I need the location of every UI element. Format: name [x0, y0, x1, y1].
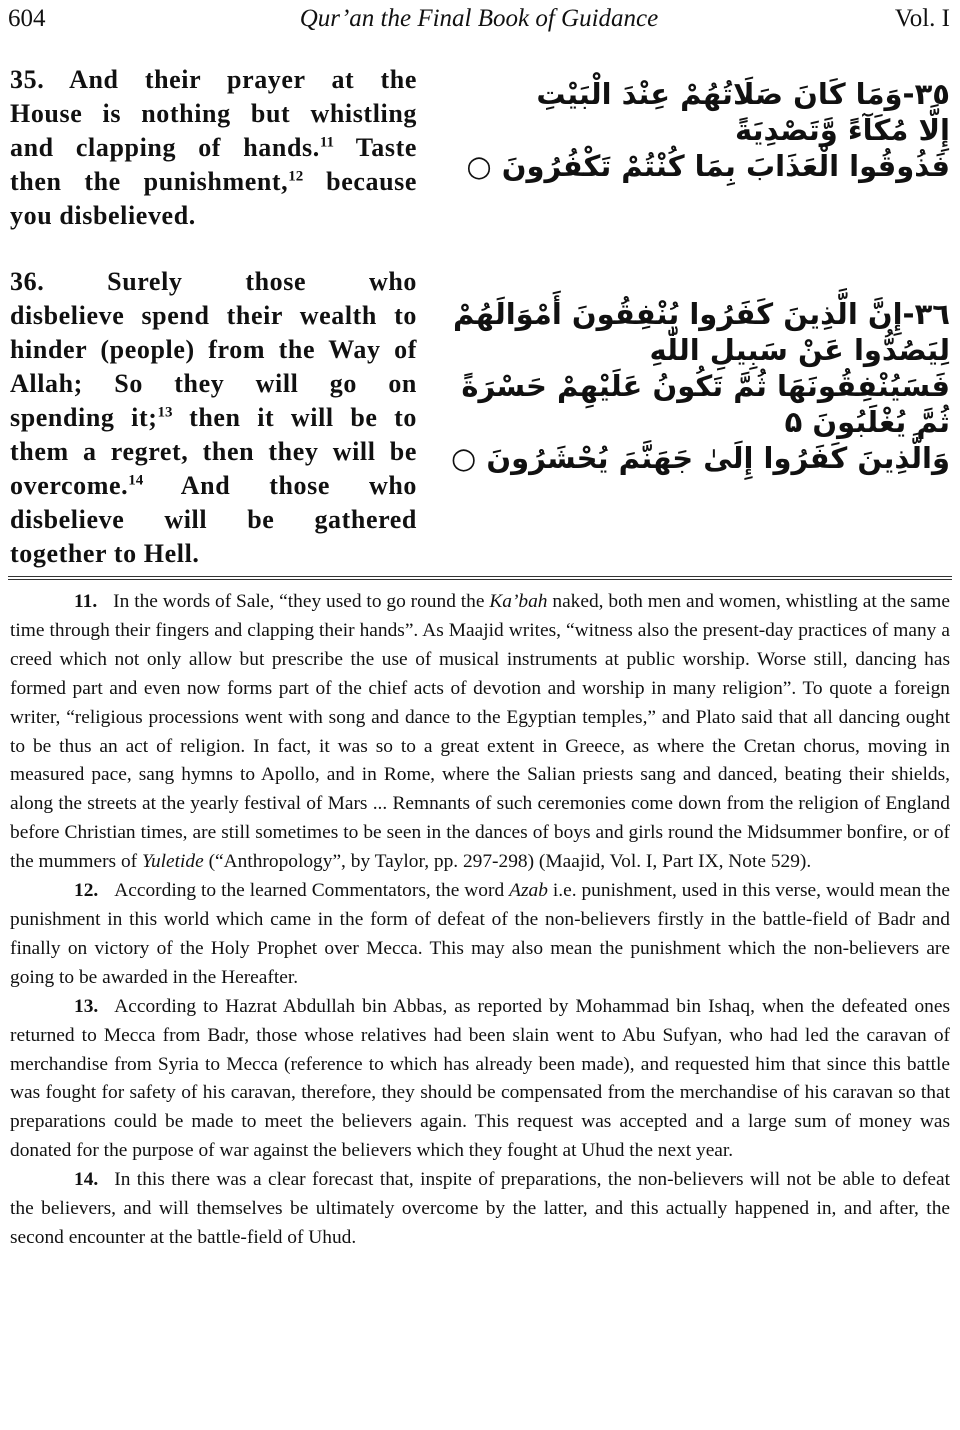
footnote-number: 13.: [74, 995, 99, 1017]
verse-35-translation: [10, 63, 417, 233]
verse-line: you disbelieved.: [10, 201, 196, 230]
footnote-12: 12. According to the learned Commentators, the word Azab i.e. punishment, used in this verse, would mean the punishment in this world which came in the form of defeat of the non-believers firstly in the battle-field of Badr and finally on victory of the Holy Prophet over Mecca. This may also mean the punishment which the non-believers are going to be awarded in the Hereafter.: [10, 880, 950, 988]
footnote-number: 11.: [74, 591, 98, 612]
footnote-14: 14. In this there was a clear forecast that, inspite of preparations, the non-believers will not be able to defeat the believers, and will themselves be ultimately overcome by the latter, and this actually happened in, and after, the second encounter at the battle-field of Uhud.: [10, 1169, 950, 1248]
arabic-line: إِلَّا مُكَآءً وَّتَصْدِيَةً: [735, 113, 950, 147]
footnote-number: 12.: [74, 880, 99, 902]
running-title: Qur’an the Final Book of Guidance: [299, 5, 659, 32]
verse-36-translation: [10, 265, 417, 571]
verse-line: 36. Surely those who: [10, 267, 417, 296]
footnote-11: 11. In the words of Sale, “they used to go round the Ka’bah naked, both men and women, whistling at the same time through their fingers and clapping their hands”. As Maajid writes, “witness also the present-day practices of many a creed which not only allow but prescribe the use of musical instruments at public worship. Worse still, dancing has formed part and even now forms part of the chief acts of devotion and worship in many religion”. To quote a foreign writer, “religious processions went with song and dance to the Egyptian temples,” and Plato said that all dancing ought to be thus an act of religion. In fact, it was so to a great extent in Greece, as where the Cretan chorus, moving in measured pace, sang hymns to Apollo, and in Rome, where the Salian priests sang and danced, beating their shields, along the streets at the yearly festival of Mars ... Remnants of such ceremonies come down from the religion of England before Christian times, are still sometimes to be seen in the dances of boys and girls round the Midsummer bonfire, or of the mummers of Yuletide (“Anthropology”, by Taylor, pp. 297-298) (Maajid, Vol. I, Part IX, Note 529).: [10, 591, 950, 873]
arabic-line: ٣٥-وَمَا كَانَ صَلَاتُهُمْ عِنْدَ الْبَيْتِ: [536, 77, 950, 111]
footnote-divider: [8, 579, 952, 580]
volume-label: Vol. I: [894, 5, 950, 32]
verse-line: overcome.$^{14}$ And those who: [10, 471, 417, 500]
arabic-line: ٣٦-إِنَّ الَّذِينَ كَفَرُوا يُنْفِقُونَ أَمْوَالَهُمْ: [452, 297, 950, 331]
verse-line: spending it;$^{13}$ then it will be to: [10, 403, 417, 432]
verse-line: and clapping of hands.$^{11}$ Taste: [10, 133, 417, 162]
footnote-ref-11: 11: [319, 134, 335, 151]
verse-line: hinder (people) from the Way of: [10, 335, 417, 364]
page-header: [8, 2, 950, 38]
arabic-line: ثُمَّ يُغْلَبُونَ ۵: [784, 405, 950, 439]
footnotes: [10, 588, 950, 1253]
verse-line: together to Hell.: [10, 539, 200, 568]
footnote-ref-12: 12: [288, 168, 304, 185]
arabic-line: فَسَيُنْفِقُونَهَا ثُمَّ تَكُونُ عَلَيْهِمْ حَسْرَةً: [461, 369, 950, 403]
verse-line: House is nothing but whistling: [10, 99, 417, 128]
footnote-divider: [8, 576, 952, 577]
footnote-ref-13: 13: [157, 404, 173, 421]
footnote-ref-14: 14: [128, 472, 144, 489]
arabic-line: فَذُوقُوا الْعَذَابَ بِمَا كُنْتُمْ تَكْفُرُونَ ○: [466, 149, 950, 183]
arabic-line: وَالَّذِينَ كَفَرُوا إِلَىٰ جَهَنَّمَ يُحْشَرُونَ ○: [450, 441, 950, 475]
verse-line: then the punishment,$^{12}$ because: [10, 167, 417, 196]
verse-line: disbelieve will be gathered: [10, 505, 417, 534]
verse-line: Allah; So they will go on: [10, 369, 417, 398]
arabic-line: لِيَصُدُّوا عَنْ سَبِيلِ اللّٰهِ: [649, 333, 950, 367]
verse-35-arabic: [466, 76, 950, 184]
verse-line: them a regret, then they will be: [10, 437, 417, 466]
footnote-number: 14.: [74, 1169, 99, 1191]
footnote-13: 13. According to Hazrat Abdullah bin Abbas, as reported by Mohammad bin Ishaq, when the defeated ones returned to Mecca from Badr, those whose relatives had been slain went to Abu Sufyan, who had led the caravan of merchandise from Syria to Mecca (reference to which has already been made), and requested him that since this battle was fought for safety of his caravan, therefore, they should be compensated from the merchandise of his caravan so that preparations could be made to meet the believers again. This request was accepted and a large sum of money was donated for the purpose of war against the believers which they fought at Uhud the next year.: [10, 995, 950, 1162]
verse-line: disbelieve spend their wealth to: [10, 301, 417, 330]
verse-line: 35. And their prayer at the: [10, 65, 417, 94]
page-number: 604: [8, 5, 46, 32]
verse-36-arabic: [450, 296, 950, 476]
